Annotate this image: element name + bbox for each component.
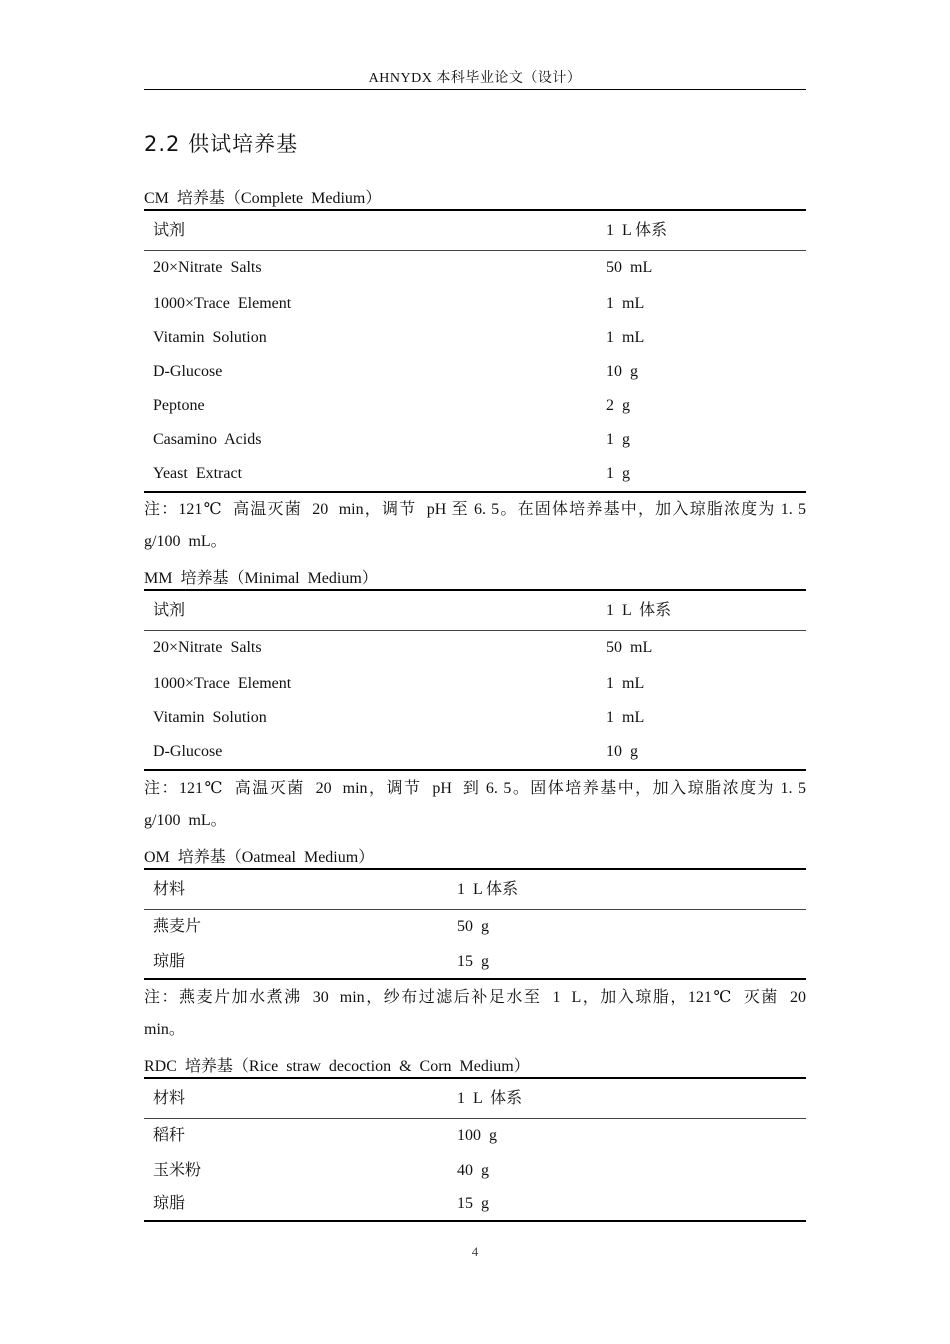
table-header-row [144,870,806,910]
amount-cell: 1 mL [606,709,645,726]
amount-cell: 1 mL [606,295,645,312]
column-header-reagent: 试剂 [153,602,186,619]
rdc-table-caption: RDC 培养基（Rice straw decoction & Corn Medium） [144,1058,530,1075]
amount-cell: 1 g [606,465,630,482]
table-row [144,1154,806,1187]
amount-cell: 1 mL [606,329,645,346]
material-cell: 琼脂 [153,953,186,970]
reagent-cell: 20×Nitrate Salts [153,639,262,656]
page-number: 4 [471,1244,479,1259]
header-rule [144,89,806,90]
amount-cell: 40 g [457,1162,489,1179]
cm-table-caption: CM 培养基（Complete Medium） [144,190,382,207]
table-row [144,1187,806,1220]
column-header-volume: 1 L 体系 [606,602,672,619]
table-header-row [144,211,806,251]
reagent-cell: Casamino Acids [153,431,262,448]
table-header-row [144,591,806,631]
mm-table [144,589,806,771]
mm-table-caption: MM 培养基（Minimal Medium） [144,570,378,587]
table-row [144,945,806,978]
reagent-cell: 1000×Trace Element [153,295,292,312]
reagent-cell: Yeast Extract [153,465,243,482]
material-cell: 琼脂 [153,1195,186,1212]
reagent-cell: Vitamin Solution [153,709,267,726]
table-row [144,457,806,491]
table-row [144,251,806,287]
cm-table-note [144,494,806,558]
amount-cell: 50 g [457,918,489,935]
om-table-note [144,982,806,1046]
amount-cell: 50 mL [606,639,653,656]
amount-cell: 10 g [606,743,638,760]
reagent-cell: 20×Nitrate Salts [153,259,262,276]
table-row [144,910,806,945]
reagent-cell: 1000×Trace Element [153,675,292,692]
column-header-material: 材料 [153,881,186,898]
table-row [144,1119,806,1154]
material-cell: 玉米粉 [153,1162,202,1179]
table-row [144,701,806,735]
note-line: 注：121℃ 高温灭菌 20 min，调节 pH 至 6. 5。在固体培养基中，加入琼脂浓度为 1. 5 [144,501,806,518]
note-line: 注：121℃ 高温灭菌 20 min，调节 pH 到 6. 5。固体培养基中，加入琼脂浓度为 1. 5 [144,780,806,797]
column-header-reagent: 试剂 [153,222,186,239]
note-line: min。 [144,1021,185,1038]
column-header-volume: 1 L 体系 [457,1090,523,1107]
material-cell: 稻秆 [153,1127,186,1144]
reagent-cell: D-Glucose [153,363,223,380]
amount-cell: 15 g [457,953,489,970]
table-row [144,355,806,389]
table-row [144,321,806,355]
note-line: g/100 mL。 [144,812,227,829]
table-row [144,735,806,769]
table-row [144,667,806,701]
reagent-cell: Vitamin Solution [153,329,267,346]
section-title: 2.2 供试培养基 [144,132,299,156]
amount-cell: 2 g [606,397,630,414]
table-row [144,631,806,667]
amount-cell: 1 g [606,431,630,448]
reagent-cell: Peptone [153,397,205,414]
table-row [144,287,806,321]
mm-table-note [144,773,806,837]
om-table [144,868,806,980]
amount-cell: 50 mL [606,259,653,276]
table-header-row [144,1079,806,1119]
page-header: AHNYDX 本科毕业论文（设计） [368,71,582,86]
reagent-cell: D-Glucose [153,743,223,760]
column-header-volume: 1 L 体系 [457,881,519,898]
table-row [144,389,806,423]
note-line: 注：燕麦片加水煮沸 30 min，纱布过滤后补足水至 1 L，加入琼脂，121℃ 灭菌 20 [144,989,806,1006]
amount-cell: 1 mL [606,675,645,692]
om-table-caption: OM 培养基（Oatmeal Medium） [144,849,375,866]
note-line: g/100 mL。 [144,533,227,550]
material-cell: 燕麦片 [153,918,202,935]
rdc-table [144,1077,806,1222]
amount-cell: 15 g [457,1195,489,1212]
cm-table [144,209,806,493]
column-header-volume: 1 L 体系 [606,222,668,239]
table-row [144,423,806,457]
column-header-material: 材料 [153,1090,186,1107]
amount-cell: 100 g [457,1127,497,1144]
amount-cell: 10 g [606,363,638,380]
